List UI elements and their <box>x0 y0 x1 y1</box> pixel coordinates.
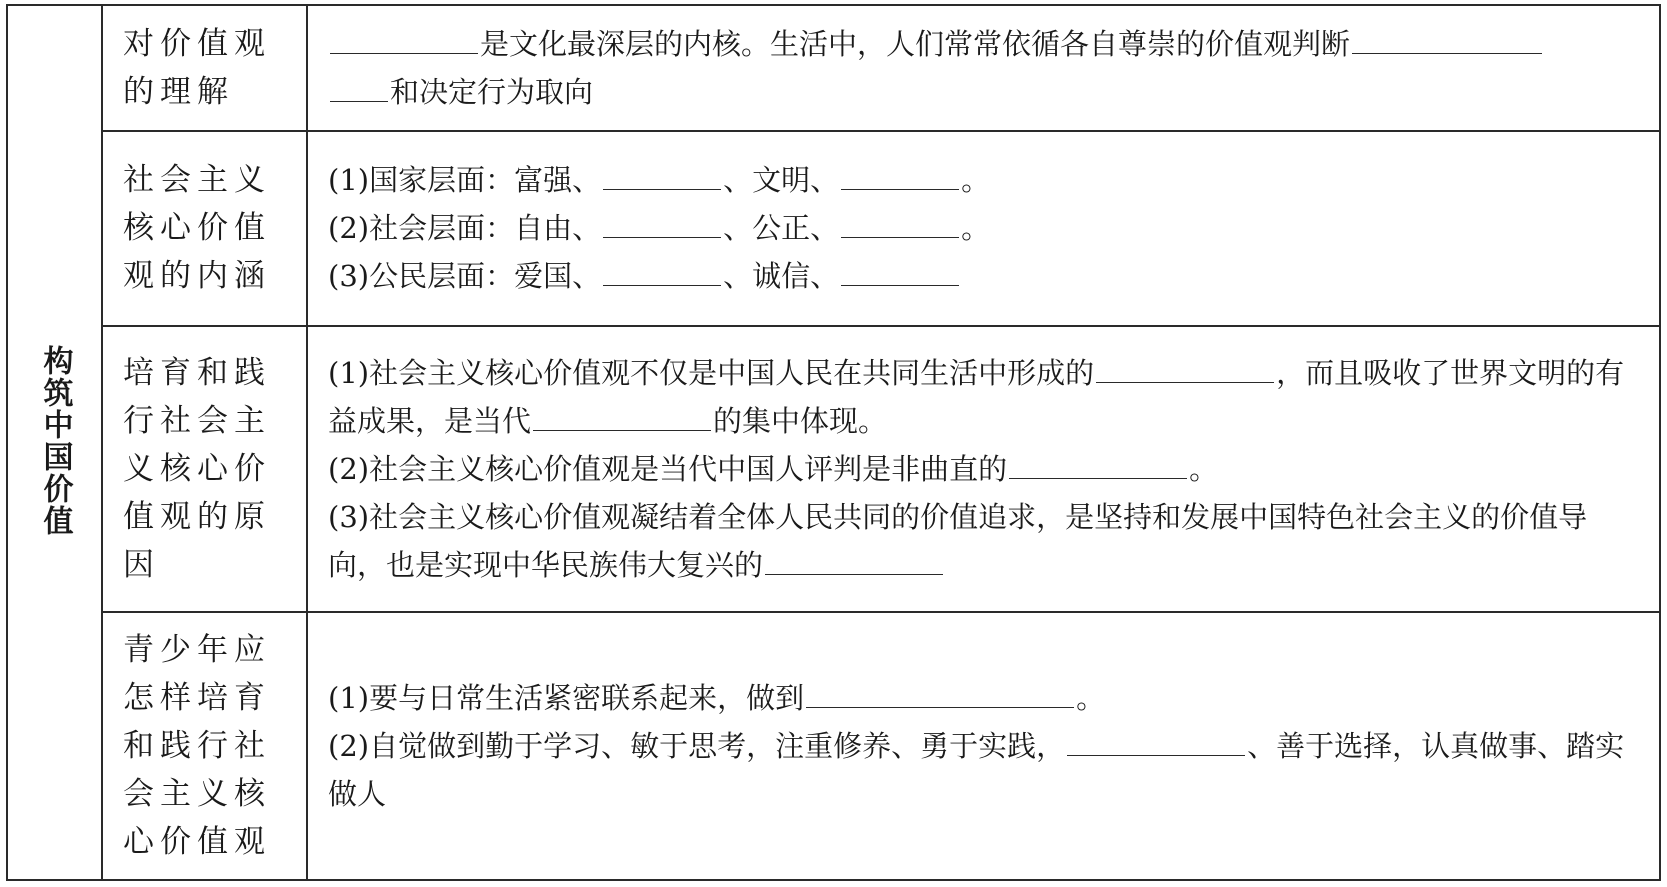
fill-in-blank[interactable] <box>330 23 478 54</box>
content-text: (3)社会主义核心价值观凝结着全体人民共同的价值追求，是坚持和发展中国特色社会主义的价值导向，也是实现中华民族伟大复兴的 <box>328 500 1588 583</box>
row-heading: 培育和践行社会主义核心价值观的原因 <box>123 355 271 584</box>
content-line <box>328 156 1645 204</box>
content-text: (2)自觉做到勤于学习、敏于思考，注重修养、勇于实践， <box>328 729 1066 764</box>
content-line <box>328 252 1645 300</box>
content-text: 、文明、 <box>723 163 840 198</box>
content-text: (1)社会主义核心价值观不仅是中国人民在共同生活中形成的 <box>328 356 1095 391</box>
fill-in-blank[interactable] <box>603 207 721 238</box>
row-content <box>307 5 1660 131</box>
table-row <box>7 612 1660 880</box>
fill-in-blank[interactable] <box>841 207 959 238</box>
content-line <box>328 349 1645 445</box>
section-title: 构筑中国价值 <box>37 344 73 537</box>
row-heading-cell <box>102 326 307 612</box>
fill-in-blank[interactable] <box>603 255 721 286</box>
row-heading: 对价值观的理解 <box>123 25 271 110</box>
content-text: 、公正、 <box>723 211 840 246</box>
section-title-cell <box>7 5 102 880</box>
row-heading-cell <box>102 5 307 131</box>
content-text: ，而且吸收了世界文明的有益成果，是当代 <box>328 356 1625 439</box>
content-line <box>328 204 1645 252</box>
content-text: 、善于选择，认真做事、踏实做人 <box>328 729 1625 812</box>
content-text: (2)社会主义核心价值观是当代中国人评判是非曲直的 <box>328 452 1008 487</box>
row-content <box>307 326 1660 612</box>
summary-table <box>6 4 1661 881</box>
fill-in-blank[interactable] <box>1067 725 1245 756</box>
row-content <box>307 612 1660 880</box>
fill-in-blank[interactable] <box>1096 352 1274 383</box>
content-line <box>328 493 1645 589</box>
table-row <box>7 5 1660 131</box>
row-heading-cell <box>102 131 307 326</box>
content-text: 、诚信、 <box>723 259 840 294</box>
fill-in-blank[interactable] <box>533 400 711 431</box>
row-heading: 青少年应怎样培育和践行社会主义核心价值观 <box>123 632 271 861</box>
content-line <box>328 722 1645 818</box>
fill-in-blank[interactable] <box>1352 23 1542 54</box>
content-text: 和决定行为取向 <box>390 74 594 109</box>
content-line <box>328 445 1645 493</box>
table-row <box>7 131 1660 326</box>
content-text: 。 <box>961 163 991 198</box>
content-text: 。 <box>1189 452 1219 487</box>
content-text: (2)社会层面：自由、 <box>328 211 602 246</box>
content-line <box>328 20 1645 68</box>
content-line <box>328 68 1645 116</box>
fill-in-blank[interactable] <box>765 544 943 575</box>
row-heading: 社会主义核心价值观的内涵 <box>123 162 271 295</box>
fill-in-blank[interactable] <box>330 71 388 102</box>
row-heading-cell <box>102 612 307 880</box>
fill-in-blank[interactable] <box>841 255 959 286</box>
worksheet <box>6 4 1661 881</box>
content-text: (1)国家层面：富强、 <box>328 163 602 198</box>
content-line <box>328 674 1645 722</box>
content-text: 的集中体现。 <box>713 404 888 439</box>
content-text: (1)要与日常生活紧密联系起来，做到 <box>328 681 805 716</box>
fill-in-blank[interactable] <box>603 159 721 190</box>
content-text: (3)公民层面：爱国、 <box>328 259 602 294</box>
content-text: 是文化最深层的内核。生活中，人们常常依循各自尊崇的价值观判断 <box>480 26 1351 61</box>
table-row <box>7 326 1660 612</box>
content-text: 。 <box>961 211 991 246</box>
fill-in-blank[interactable] <box>1009 448 1187 479</box>
content-text: 。 <box>1076 681 1106 716</box>
row-content <box>307 131 1660 326</box>
fill-in-blank[interactable] <box>841 159 959 190</box>
fill-in-blank[interactable] <box>806 677 1074 708</box>
